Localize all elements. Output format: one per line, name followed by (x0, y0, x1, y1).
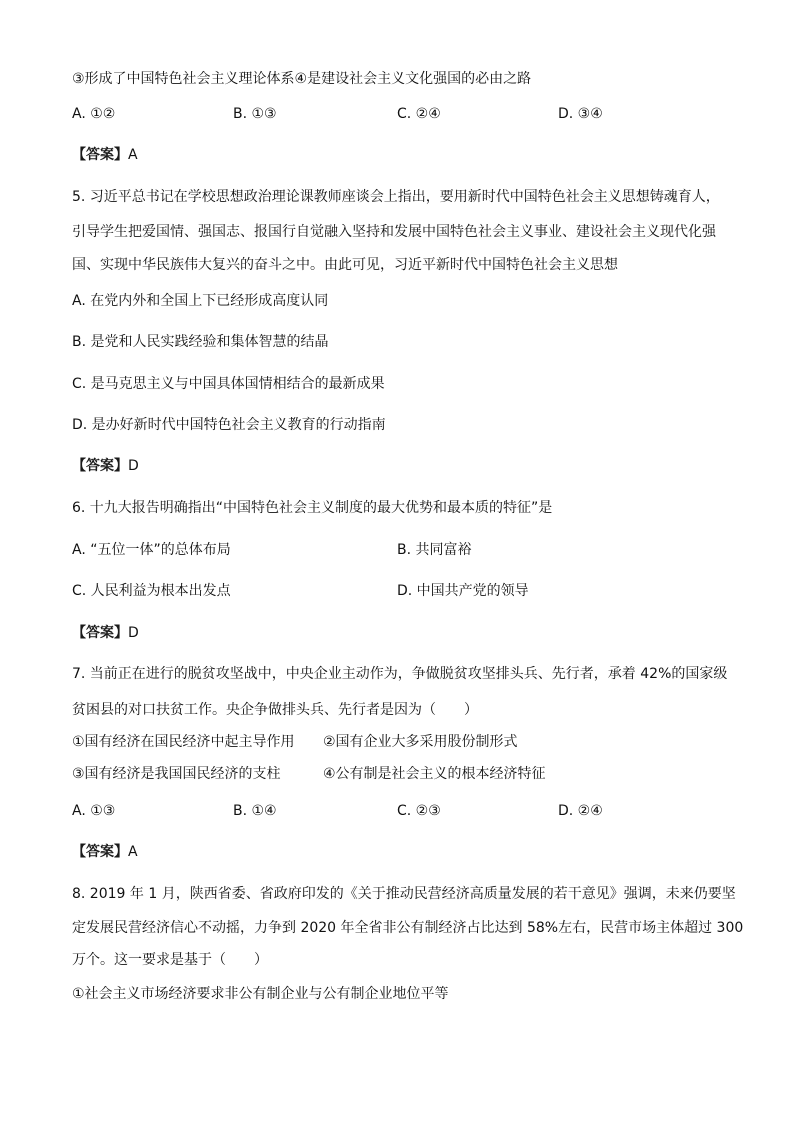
q7-answer-line (72, 842, 138, 862)
q8-stem-line-2: 定发展民营经济信心不动摇，力争到 2020 年全省非公有制经济占比达到 58%左右，民营市场主体超过 300 (72, 920, 744, 936)
q7-item-4: ④公有制是社会主义的根本经济特征 (323, 766, 546, 782)
q5-stem-line-2: 引导学生把爱国情、强国志、报国行自觉融入坚持和发展中国特色社会主义事业、建设社会主义现代化强 (72, 224, 716, 240)
q5-option-b: B. 是党和人民实践经验和集体智慧的结晶 (72, 334, 329, 350)
q4-answer-line (72, 145, 138, 165)
q7-option-d: D. ②④ (558, 803, 603, 819)
q6-answer-line (72, 623, 139, 643)
q4-option-d: D. ③④ (558, 106, 603, 122)
answer-tag: 【答案】 (72, 147, 128, 163)
q7-option-c: C. ②③ (397, 803, 441, 819)
q5-answer-line (72, 456, 139, 476)
q6-option-a: A. “五位一体”的总体布局 (72, 542, 231, 558)
q6-stem: 6. 十九大报告明确指出“中国特色社会主义制度的最大优势和最本质的特征”是 (72, 500, 553, 516)
q4-stem-tail: ③形成了中国特色社会主义理论体系④是建设社会主义文化强国的必由之路 (72, 71, 532, 87)
q7-item-1: ①国有经济在国民经济中起主导作用 (72, 734, 295, 750)
q8-stem-line-3: 万个。这一要求是基于（ ） (72, 952, 268, 968)
q6-option-c: C. 人民利益为根本出发点 (72, 583, 231, 599)
q4-option-c: C. ②④ (397, 106, 441, 122)
answer-tag: 【答案】 (72, 844, 128, 860)
q5-stem-line-3: 国、实现中华民族伟大复兴的奋斗之中。由此可见，习近平新时代中国特色社会主义思想 (72, 257, 618, 273)
q4-option-a: A. ①② (72, 106, 116, 122)
q4-option-b: B. ①③ (233, 106, 277, 122)
answer-tag: 【答案】 (72, 458, 128, 474)
q7-answer: A (128, 844, 138, 860)
q8-stem-line-1: 8. 2019 年 1 月，陕西省委、省政府印发的《关于推动民营经济高质量发展的若干意见》强调，未来仍要坚 (72, 886, 736, 902)
q7-item-3: ③国有经济是我国国民经济的支柱 (72, 766, 281, 782)
answer-tag: 【答案】 (72, 625, 128, 641)
q6-option-b: B. 共同富裕 (397, 542, 472, 558)
q5-option-d: D. 是办好新时代中国特色社会主义教育的行动指南 (72, 417, 386, 433)
q7-item-2: ②国有企业大多采用股份制形式 (323, 734, 518, 750)
q5-stem-line-1: 5. 习近平总书记在学校思想政治理论课教师座谈会上指出，要用新时代中国特色社会主义思想铸魂育人， (72, 189, 720, 205)
q5-answer: D (128, 458, 139, 474)
q6-answer: D (128, 625, 139, 641)
q5-option-c: C. 是马克思主义与中国具体国情相结合的最新成果 (72, 376, 385, 392)
q5-option-a: A. 在党内外和全国上下已经形成高度认同 (72, 293, 329, 309)
q4-answer: A (128, 147, 138, 163)
q7-stem-line-2: 贫困县的对口扶贫工作。央企争做排头兵、先行者是因为（ ） (72, 702, 478, 718)
q6-option-d: D. 中国共产党的领导 (397, 583, 529, 599)
q7-option-a: A. ①③ (72, 803, 116, 819)
q7-option-b: B. ①④ (233, 803, 277, 819)
q8-item-1: ①社会主义市场经济要求非公有制企业与公有制企业地位平等 (72, 986, 449, 1002)
q7-stem-line-1: 7. 当前正在进行的脱贫攻坚战中，中央企业主动作为，争做脱贫攻坚排头兵、先行者，承着 42%的国家级 (72, 666, 728, 682)
